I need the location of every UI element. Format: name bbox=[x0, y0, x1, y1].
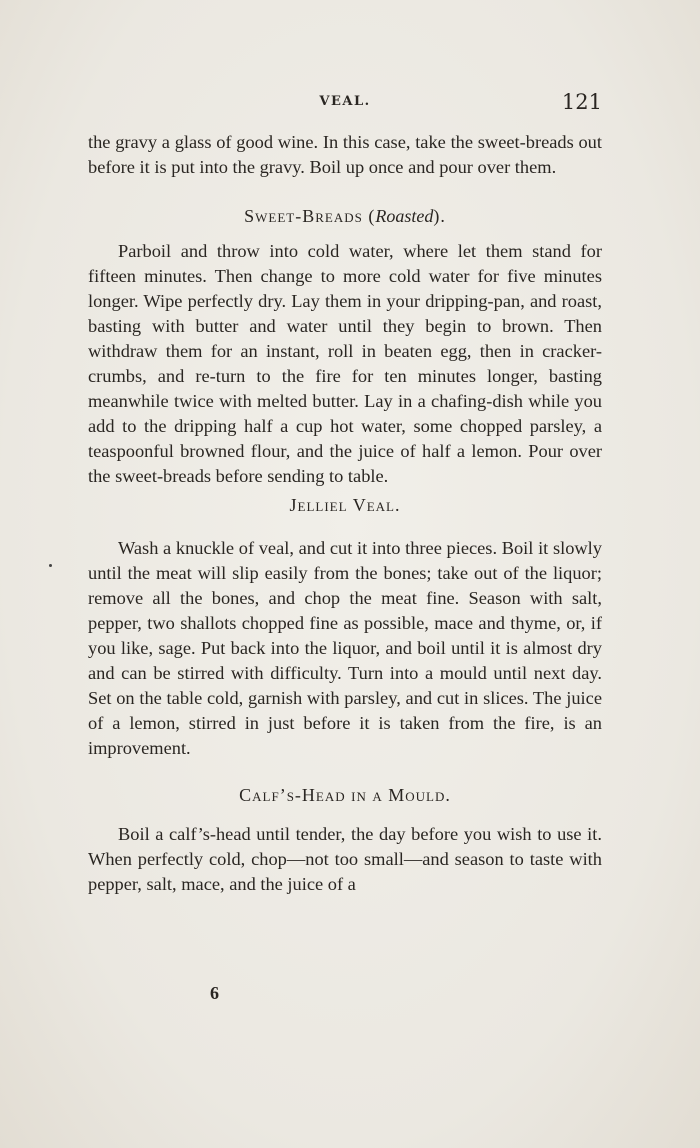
page-number: 121 bbox=[561, 90, 602, 114]
recipe-heading-calfs-head: Calf’s-Head in a Mould. bbox=[239, 785, 451, 805]
recipe-heading-sweet-breads: Sweet-Breads (Roasted). bbox=[244, 206, 446, 226]
stray-ink-mark bbox=[49, 564, 52, 567]
recipe-heading-jelliel-veal: Jelliel Veal. bbox=[289, 495, 401, 515]
recipe-subtitle: Roasted bbox=[375, 206, 434, 226]
recipe-text-calfs-head: Boil a calf’s-head until tender, the day before you wish to use it. When perfectly cold, chop—not too small—and season to taste with pepper, salt, mace, and the juice of a bbox=[88, 824, 602, 894]
running-head: VEAL. bbox=[319, 94, 371, 109]
signature-mark: 6 bbox=[210, 983, 219, 1003]
recipe-text-sweet-breads: Parboil and throw into cold water, where let them stand for fifteen minutes. Then change to more cold water for five minutes longer. Wipe perfectly dry. Lay them in your dripping-pan, and roast, basting with butter and water until they begin to brown. Then withdraw them for an instant, roll in beaten egg, then in cracker-crumbs, and re-turn to the fire for ten minutes longer, basting meanwhile twice with melted butter. Lay in a chafing-dish while you add to the dripping half a cup hot water, some chopped parsley, a teaspoonful browned flour, and the juice of half a lemon. Pour over the sweet-breads before sending to table. bbox=[88, 241, 602, 486]
recipe-text-jelliel-veal: Wash a knuckle of veal, and cut it into three pieces. Boil it slowly until the meat will slip easily from the bones; take out of the liquor; remove all the bones, and chop the meat fine. Season with salt, pepper, two shallots chopped fine as possible, mace and thyme, or, if you like, sage. Put back into the liquor, and boil until it is almost dry and can be stirred with difficulty. Turn into a mould until next day. Set on the table cold, garnish with parsley, and cut in slices. The juice of a lemon, stirred in just before it is taken from the fire, is an improvement. bbox=[88, 538, 602, 758]
page-header bbox=[88, 90, 602, 120]
page-body bbox=[88, 130, 602, 897]
recipe-title: Sweet-Breads bbox=[244, 206, 363, 226]
continuation-paragraph: the gravy a glass of good wine. In this case, take the sweet-breads out before it is put into the gravy. Boil up once and pour over them. bbox=[88, 132, 602, 177]
